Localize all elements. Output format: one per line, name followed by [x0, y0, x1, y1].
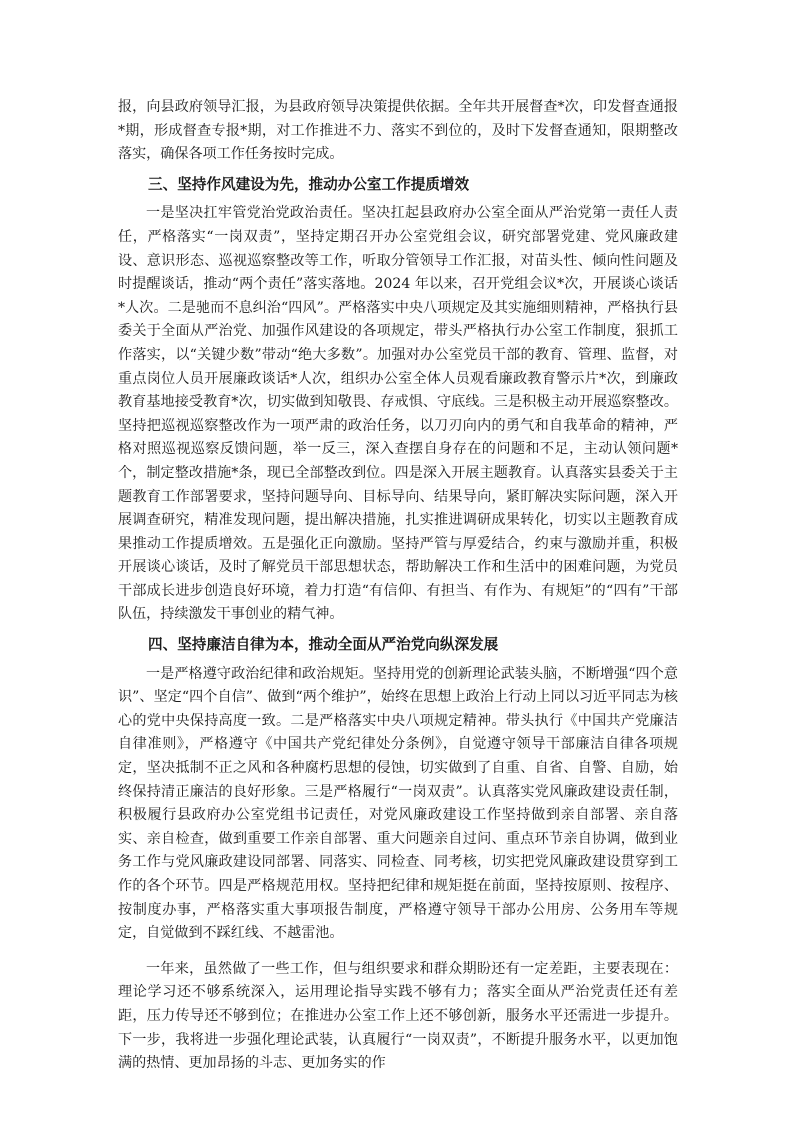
section-heading-4: 四、坚持廉洁自律为本，推动全面从严治党向纵深发展: [148, 636, 499, 654]
paragraph-summary: 一年来，虽然做了一些工作，但与组织要求和群众期盼还有一定差距，主要表现在：理论学习还不够系统深入，运用理论指导实践不够有力；落实全面从严治党责任还有差距，压力传导还不够到位；在推进办公室工作上还不够创新，服务水平还需进一步提升。下一步，我将进一步强化理论武装，认真履行“一岗双责”，不断提升服务水平，以更加饱满的热情、更加昂扬的斗志、更加务实的作: [118, 960, 678, 1072]
paragraph-section-3: 一是坚决扛牢管党治党政治责任。坚决扛起县政府办公室全面从严治党第一责任人责任，严格落实“一岗双责”，坚持定期召开办公室党组会议，研究部署党建、党风廉政建设、意识形态、巡视巡察整改等工作，听取分管领导工作汇报，对苗头性、倾向性问题及时提醒谈话，推动“两个责任”落实落地。2024 年以来，召开党组会议*次，开展谈心谈话*人次。二是驰而不息纠治“四风”。严格落实中央八项规定及其实施细则精神，严格执行县委关于全面从严治党、加强作风建设的各项规定，带头严格执行办公室工作制度，狠抓工作落实，以“关键少数”带动“绝大多数”。加强对办公室党员干部的教育、管理、监督，对重点岗位人员开展廉政谈话*人次，组织办公室全体人员观看廉政教育警示片*次，到廉政教育基地接受教育*次，切实做到知敬畏、存戒惧、守底线。三是积极主动开展巡察整改。坚持把巡视巡察整改作为一项严肃的政治任务，以刀刃向内的勇气和自我革命的精神，严格对照巡视巡察反馈问题，举一反三，深入查摆自身存在的问题和不足，主动认领问题*个，制定整改措施*条，现已全部整改到位。四是深入开展主题教育。认真落实县委关于主题教育工作部署要求，坚持问题导向、目标导向、结果导向，紧盯解决实际问题，深入开展调查研究，精准发现问题，提出解决措施，扎实推进调研成果转化，切实以主题教育成果推动工作提质增效。五是强化正向激励。坚持严管与厚爱结合，约束与激励并重，积极开展谈心谈话，及时了解党员干部思想状态，帮助解决工作和生活中的困难问题，为党员干部成长进步创造良好环境，着力打造“有信仰、有担当、有作为、有规矩”的“四有”干部队伍，持续激发干事创业的精气神。: [118, 205, 678, 623]
paragraph-section-4: 一是严格遵守政治纪律和政治规矩。坚持用党的创新理论武装头脑，不断增强“四个意识”、坚定“四个自信”、做到“两个维护”，始终在思想上政治上行动上同以习近平同志为核心的党中央保持高度一致。二是严格落实中央八项规定精神。带头执行《中国共产党廉洁自律准则》，严格遵守《中国共产党纪律处分条例》，自觉遵守领导干部廉洁自律各项规定，坚决抵制不正之风和各种腐朽思想的侵蚀，切实做到了自重、自省、自警、自励，始终保持清正廉洁的良好形象。三是严格履行“一岗双责”。认真落实党风廉政建设责任制，积极履行县政府办公室党组书记责任，对党风廉政建设工作坚持做到亲自部署、亲自落实、亲自检查，做到重要工作亲自部署、重大问题亲自过问、重点环节亲自协调，做到业务工作与党风廉政建设同部署、同落实、同检查、同考核，切实把党风廉政建设贯穿到工作的各个环节。四是严格规范用权。坚持把纪律和规矩挺在前面，坚持按原则、按程序、按制度办事，严格落实重大事项报告制度，严格遵守领导干部办公用房、公务用车等规定，自觉做到不踩红线、不越雷池。: [118, 665, 678, 942]
section-heading-3: 三、坚持作风建设为先，推动办公室工作提质增效: [148, 175, 470, 193]
document-body: [118, 96, 678, 1076]
paragraph-continued: 报，向县政府领导汇报，为县政府领导决策提供依据。全年共开展督查*次，印发督查通报*期，形成督查专报*期，对工作推进不力、落实不到位的，及时下发督查通知，限期整改落实，确保各项工作任务按时完成。: [118, 99, 678, 163]
